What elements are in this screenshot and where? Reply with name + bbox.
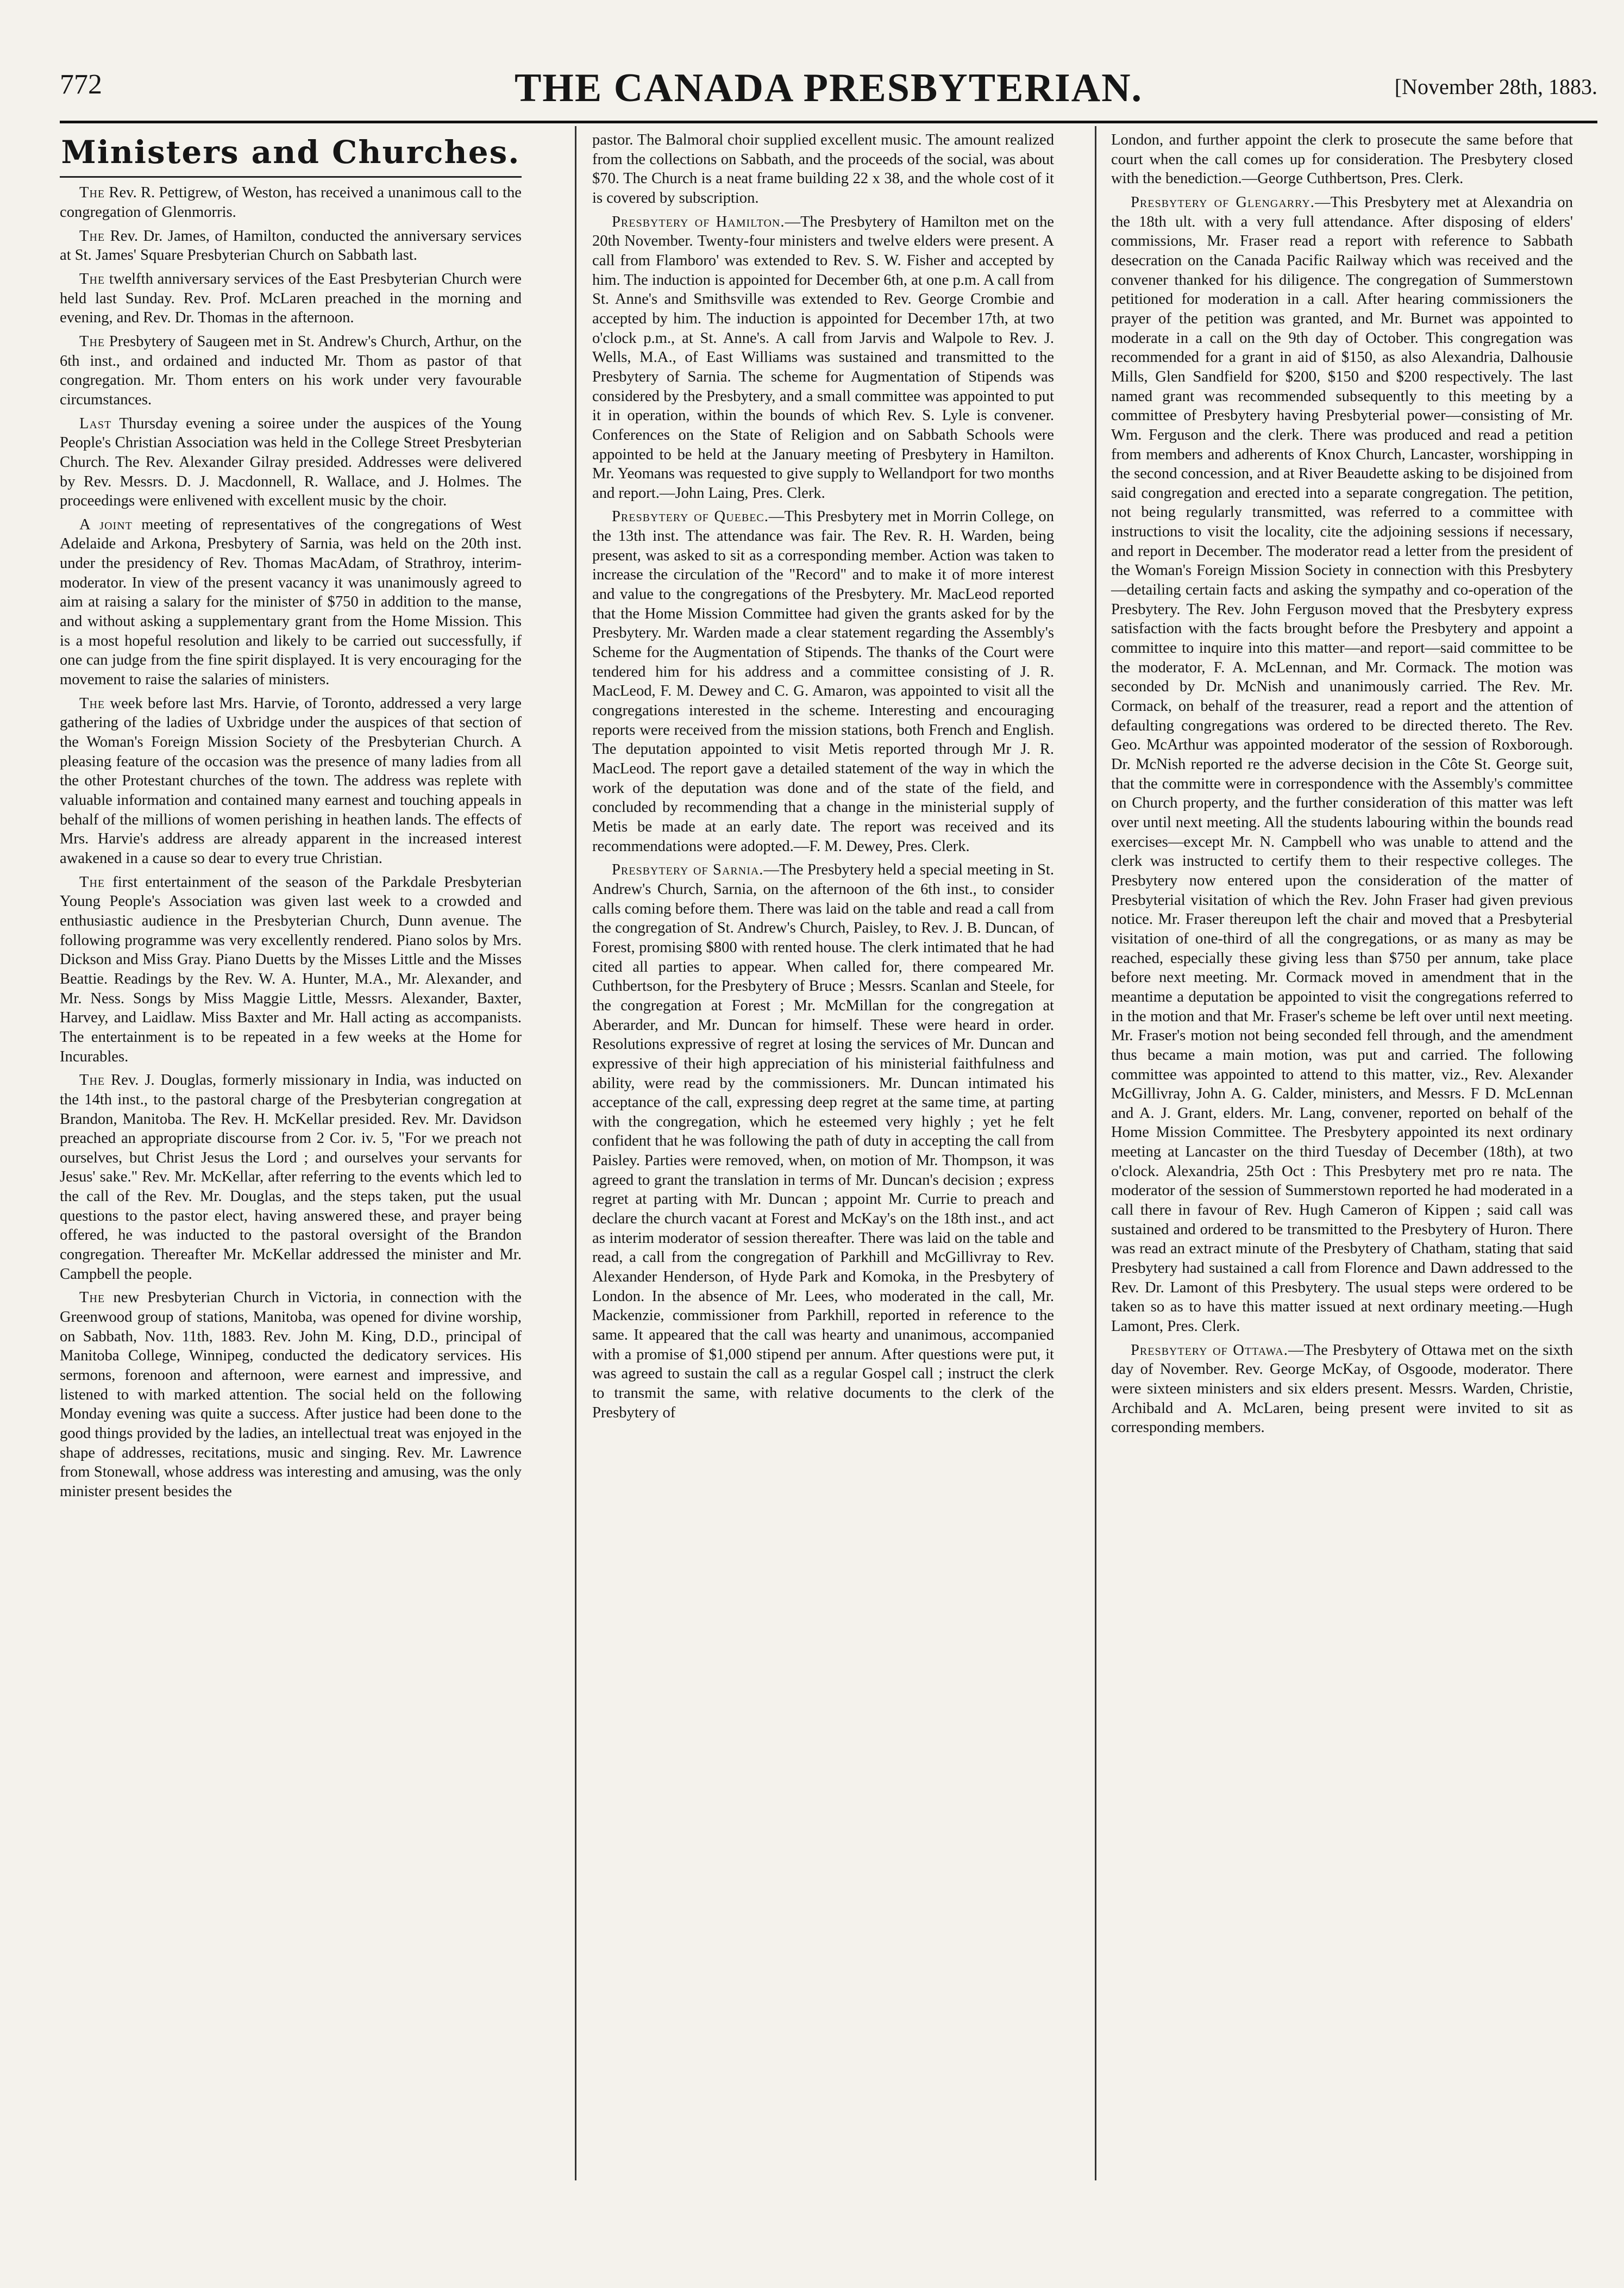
article-paragraph: [60, 515, 522, 690]
paragraph-text: —The Presbytery held a special meeting in St. Andrew's Church, Sarnia, on the afternoon of the 6th inst., to consider calls coming before them. There was laid on the table and read a call from the congregation of St. Andrew's Church, Paisley, to Rev. J. B. Duncan, of Forest, promising $800 with rented house. The clerk intimated that he had cited all parties to appear. When called for, there compeared Mr. Cuthbertson, for the Presbytery of Bruce ; Messrs. Scanlan and Steele, for the congregation at Forest ; Mr. McMillan for the congregation at Aberarder, and Mr. Duncan for himself. These were heard in order. Resolutions expressive of regret at losing the services of Mr. Duncan and expressive of their high appreciation of his ministerial faithfulness and ability, were read by the commissioners. Mr. Duncan intimated his acceptance of the call, expressing deep regret at the same time, at parting with the congregation, which he esteemed very highly ; yet he felt confident that he was following the path of duty in accepting the call from Paisley. Parties were removed, when, on motion of Mr. Thompson, it was agreed to grant the translation in terms of Mr. Duncan's decision ; express regret at parting with Mr. Duncan ; appoint Mr. Currie to preach and declare the church vacant at Forest and McKay's on the 18th inst., and act as interim moderator of session thereafter. There was laid on the table and read, a call from the congregation of Parkhill and McGillivray to Rev. Alexander Henderson, of Hyde Park and Komoka, in the Presbytery of London. In the absence of Mr. Lees, who moderated in the call, Mr. Mackenzie, commissioner from Parkhill, reported in reference to the same. It appeared that the call was hearty and unanimous, accompanied with a promise of $1,000 stipend per annum. After questions were put, it was agreed to sustain the call as a regular Gospel call ; instruct the clerk to transmit the same, with relative documents to the clerk of the Presbytery of: [592, 861, 1054, 1421]
column-1: [60, 130, 522, 1506]
column-3-body: [1111, 130, 1573, 1437]
column-2-body: [592, 130, 1054, 1422]
paragraph-lead: Presbytery of Sarnia.: [612, 861, 764, 879]
paragraph-text: Rev. R. Pettigrew, of Weston, has received a unanimous call to the congregation of Glenmorris.: [60, 184, 522, 221]
page-number: 772: [60, 69, 102, 100]
paragraph-text: pastor. The Balmoral choir supplied excellent music. The amount realized from the collections on Sabbath, and the proceeds of the social, was about $70. The Church is a neat frame building 22 x 38, and the whole cost of it is covered by subscription.: [592, 132, 1054, 207]
paragraph-text: Thursday evening a soiree under the auspices of the Young People's Christian Association was held in the College Street Presbyterian Church. The Rev. Alexander Gilray presided. Addresses were delivered by Rev. Messrs. D. J. Macdonnell, R. Wallace, and J. Holmes. The proceedings were enlivened with excellent music by the choir.: [60, 415, 522, 510]
paragraph-lead: A joint: [79, 516, 133, 533]
paragraph-lead: The: [79, 227, 105, 245]
article-paragraph: [60, 183, 522, 222]
column-3: [1111, 130, 1573, 1442]
article-paragraph: [592, 130, 1054, 208]
article-paragraph: [1111, 193, 1573, 1336]
article-paragraph: [60, 332, 522, 410]
paragraph-lead: Presbytery of Ottawa.: [1131, 1341, 1288, 1359]
paragraph-lead: Presbytery of Hamilton.: [612, 213, 785, 230]
article-paragraph: [1111, 130, 1573, 189]
section-rule: [60, 176, 522, 178]
paragraph-text: —This Presbytery met at Alexandria on the 18th ult. with a very full attendance. After disposing of elders' commissions, Mr. Fraser read a report with reference to Sabbath desecration on the Canada Pacific Railway which was received and the convener thanked for his diligence. The congregation of Summerstown petitioned for moderation in a call. After hearing commissioners the prayer of the petition was granted, and Mr. Burnet was appointed to moderate in a call on the 9th day of October. This congregation was recommended for a grant in aid of $150, as also Alexandria, Dalhousie Mills, Glen Sandfield for $200, $150 and $200 respectively. The last named grant was recommended subsequently to this meeting by a committee of Presbytery having Presbyterial power—consisting of Mr. Wm. Ferguson and the clerk. There was produced and read a petition from members and adherents of Knox Church, Lancaster, worshipping in the second concession, and at River Beaudette asking to be disjoined from said congregation and erected into a separate congregation. The petition, not being regularly transmitted, was referred to a committee with instructions to visit the locality, cite the adjoining sessions if necessary, and report in December. The moderator read a letter from the president of the Woman's Foreign Mission Society in connection with this Presbytery—detailing certain facts and asking the sympathy and co-operation of the Presbytery. The Rev. John Ferguson moved that the Presbytery express satisfaction with the facts brought before the Presbytery and appoint a committee to inquire into this matter—and report—said committee to be the moderator, F. A. McLennan, and Mr. Cormack. The motion was seconded by Dr. McNish and unanimously carried. The Rev. Mr. Cormack, on behalf of the treasurer, read a report and the attention of defaulting congregations was ordered to be directed thereto. The Rev. Geo. McArthur was appointed moderator of the session of Roxborough. Dr. McNish reported re the adverse decision in the Côte St. George suit, that the committe were in correspondence with the Assembly's committee on Church property, and the further consideration of this matter was left over until next meeting. All the students labouring within the bounds read exercises—except Mr. N. Campbell who was unable to attend and the clerk was instructed to certify them to their respective colleges. The Presbytery now entered upon the consideration of the matter of Presbyterial visitation of which the Rev. John Fraser had given previous notice. Mr. Fraser thereupon left the chair and moved that a Presbyterial visitation of one-third of all the congregations, or as many as may be reached, especially these giving less than $750 per annum, take place before next meeting. Mr. Cormack moved in amendment that in the meantime a deputation be appointed to visit the congregations referred to in the motion and that Mr. Fraser's scheme be left over until next meeting. Mr. Fraser's motion not being seconded fell through, and the amendment thus became a main motion, was put and carried. The following committee was appointed to attend to this matter, viz., Rev. Alexander McGillivray, John A. G. Calder, ministers, and Messrs. F D. McLennan and A. J. Grant, elders. Mr. Lang, convener, reported on behalf of the Home Mission Committee. The Presbytery appointed its next ordinary meeting at Lancaster on the third Tuesday of December (18th), at two o'clock. Alexandria, 25th Oct : This Presbytery met pro re nata. The moderator of the session of Summerstown reported he had moderated in a call there in favour of Rev. Hugh Cameron of Kippen ; said call was sustained and ordered to be transmitted to the Presbytery of Huron. There was read an extract minute of the Presbytery of Chatham, stating that said Presbytery had sustained a call from Florence and Dawn addressed to the Rev. Dr. Lamont of this Presbytery. The usual steps were ordered to be taken so as to have this matter issued at next ordinary meeting.—Hugh Lamont, Pres. Clerk.: [1111, 193, 1573, 1335]
article-paragraph: [60, 1288, 522, 1501]
section-title: Ministers and Churches.: [61, 134, 521, 171]
article-paragraph: [60, 270, 522, 328]
paragraph-text: first entertainment of the season of the Parkdale Presbyterian Young People's Association was given last week to a crowded and enthusiastic audience in the Presbyterian Church, Dunn avenue. The following programme was very excellently rendered. Piano solos by Mrs. Dickson and Miss Gray. Piano Duetts by the Misses Little and the Misses Beattie. Readings by the Rev. W. A. Hunter, M.A., Mr. Alexander, and Mr. Ness. Songs by Miss Maggie Little, Messrs. Alexander, Baxter, Harvey, and Laidlaw. Miss Baxter and Mr. Hall acting as accompanists. The entertainment is to be repeated in a few weeks at the Home for Incurables.: [60, 873, 522, 1065]
paragraph-text: new Presbyterian Church in Victoria, in connection with the Greenwood group of stations, Manitoba, was opened for divine worship, on Sabbath, Nov. 11th, 1883. Rev. John M. King, D.D., principal of Manitoba College, Winnipeg, conducted the dedicatory services. His sermons, forenoon and afternoon, were earnest and impressive, and listened to with marked attention. The social held on the following Monday evening was quite a success. After justice had been done to the good things provided by the ladies, an intellectual treat was enjoyed in the shape of addresses, recitations, music and singing. Rev. Mr. Lawrence from Stonewall, whose address was interesting and amusing, was the only minister present besides the: [60, 1289, 522, 1500]
paragraph-text: Rev. J. Douglas, formerly missionary in India, was inducted on the 14th inst., to the pastoral charge of the Presbyterian congregation at Brandon, Manitoba. The Rev. H. McKellar presided. Rev. Mr. Davidson preached an appropriate discourse from 2 Cor. iv. 5, "For we preach not ourselves, but Christ Jesus the Lord ; and ourselves your servants for Jesus' sake." Rev. Mr. McKellar, after referring to the events which led to the call of the Rev. Mr. Douglas, and the steps taken, put the usual questions to the pastor elect, having answered these, and prayer being offered, he was inducted to the pastoral oversight of the Brandon congregation. Thereafter Mr. McKellar addressed the minister and Mr. Campbell the people.: [60, 1072, 522, 1283]
article-paragraph: [60, 414, 522, 511]
paragraph-text: —The Presbytery of Hamilton met on the 20th November. Twenty-four ministers and twelve elders were present. A call from Flamboro' was extended to Rev. S. W. Fisher and accepted by him. The induction is appointed for December 6th, at one p.m. A call from St. Anne's and Smithsville was extended to Rev. George Crombie and accepted by him. The induction is appointed for December 17th, at two o'clock p.m., at St. Anne's. A call from Jarvis and Walpole to Rev. J. Wells, M.A., of East Williams was sustained and transmitted to the Presbytery of Sarnia. The scheme for Augmentation of Stipends was considered by the Presbytery, and a small committee was appointed to put it in operation, within the bounds of which Rev. S. Lyle is convener. Conferences on the State of Religion and on Sabbath Schools were appointed to be held at the January meeting of Presbytery in Hamilton. Mr. Yeomans was requested to give supply to Wellandport for two months and report.—John Laing, Pres. Clerk.: [592, 213, 1054, 502]
paragraph-lead: The: [79, 184, 105, 202]
paragraph-lead: The: [79, 1289, 105, 1306]
paragraph-lead: Presbytery of Glengarry.: [1131, 193, 1315, 211]
column-divider: [1095, 126, 1096, 2180]
paragraph-lead: The: [79, 1072, 105, 1089]
article-paragraph: [592, 212, 1054, 503]
column-2: [592, 130, 1054, 1427]
paragraph-text: —This Presbytery met in Morrin College, on the 13th inst. The attendance was fair. The Rev. R. H. Warden, being present, was asked to sit as a corresponding member. Action was taken to increase the circulation of the "Record" and to make it of more interest and value to the congregations of the Presbytery. Mr. MacLeod reported that the Home Mission Committee had given the grants asked for by the Presbytery. Mr. Warden made a clear statement regarding the Assembly's Scheme for the Augmentation of Stipends. The thanks of the Court were tendered him for his address and a committee consisting of J. R. MacLeod, F. M. Dewey and C. G. Amaron, was appointed to visit all the congregations interested in the scheme. Interesting and encouraging reports were received from the mission stations, both French and English. The deputation appointed to visit Metis reported through Mr J. R. MacLeod. The report gave a detailed statement of the way in which the work of the deputation was done and of the state of the field, and concluded by recommending that a change in the ministerial supply of Metis be made at an early date. The report was received and its recommendations were adopted.—F. M. Dewey, Pres. Clerk.: [592, 508, 1054, 855]
paragraph-lead: Presbytery of Quebec.: [612, 508, 769, 526]
paragraph-text: London, and further appoint the clerk to prosecute the same before that court when the call comes up for consideration. The Presbytery closed with the benediction.—George Cuthbertson, Pres. Clerk.: [1111, 132, 1573, 187]
paragraph-text: week before last Mrs. Harvie, of Toronto, addressed a very large gathering of the ladies of Uxbridge under the auspices of that section of the Woman's Foreign Mission Society of the Presbyterian Church. A pleasing feature of the occasion was the presence of many ladies from all the other Protestant churches of the town. The address was replete with valuable information and contained many earnest and touching appeals in behalf of the millions of women perishing in heathen lands. The effects of Mrs. Harvie's address are already apparent in the increased interest awakened in a cause so dear to every true Christian.: [60, 695, 522, 867]
paragraph-text: meeting of representatives of the congregations of West Adelaide and Arkona, Presbytery of Sarnia, was held on the 20th inst. under the presidency of Rev. Thomas MacAdam, of Strathroy, interim-moderator. In view of the present vacancy it was unanimously agreed to aim at raising a salary for the minister of $750 in addition to the manse, and without asking a supplementary grant from the Home Mission. This is a most hopeful resolution and likely to be carried out successfully, if one can judge from the fine spirit displayed. It is very encouraging for the movement to raise the salaries of ministers.: [60, 516, 522, 689]
article-paragraph: [60, 1071, 522, 1284]
article-paragraph: [592, 860, 1054, 1422]
paragraph-text: Rev. Dr. James, of Hamilton, conducted the anniversary services at St. James' Square Presbyterian Church on Sabbath last.: [60, 227, 522, 264]
paragraph-lead: The: [79, 695, 105, 712]
article-paragraph: [60, 227, 522, 265]
article-paragraph: [592, 507, 1054, 856]
journal-title: THE CANADA PRESBYTERIAN.: [514, 66, 1143, 110]
paragraph-lead: The: [79, 270, 105, 287]
article-paragraph: [60, 694, 522, 868]
paragraph-text: Presbytery of Saugeen met in St. Andrew's Church, Arthur, on the 6th inst., and ordained and inducted Mr. Thom as pastor of that congregation. Mr. Thom enters on his work under very favourable circumstances.: [60, 333, 522, 408]
article-paragraph: [60, 873, 522, 1067]
article-paragraph: [1111, 1341, 1573, 1437]
column-1-body: [60, 183, 522, 1501]
paragraph-lead: The: [79, 333, 105, 350]
paragraph-text: twelfth anniversary services of the East Presbyterian Church were held last Sunday. Rev. Prof. McLaren preached in the morning and evening, and Rev. Dr. Thomas in the afternoon.: [60, 270, 522, 327]
paragraph-lead: The: [79, 873, 105, 891]
issue-date: [November 28th, 1883.: [1394, 74, 1597, 99]
header-rule: [60, 121, 1597, 123]
column-divider: [575, 126, 576, 2180]
paragraph-lead: Last: [79, 415, 112, 432]
paragraph-text: —The Presbytery of Ottawa met on the sixth day of November. Rev. George McKay, of Osgoode, moderator. There were sixteen ministers and six elders present. Messrs. Warden, Christie, Archibald and A. McLaren, being present were invited to sit as corresponding members.: [1111, 1341, 1573, 1436]
